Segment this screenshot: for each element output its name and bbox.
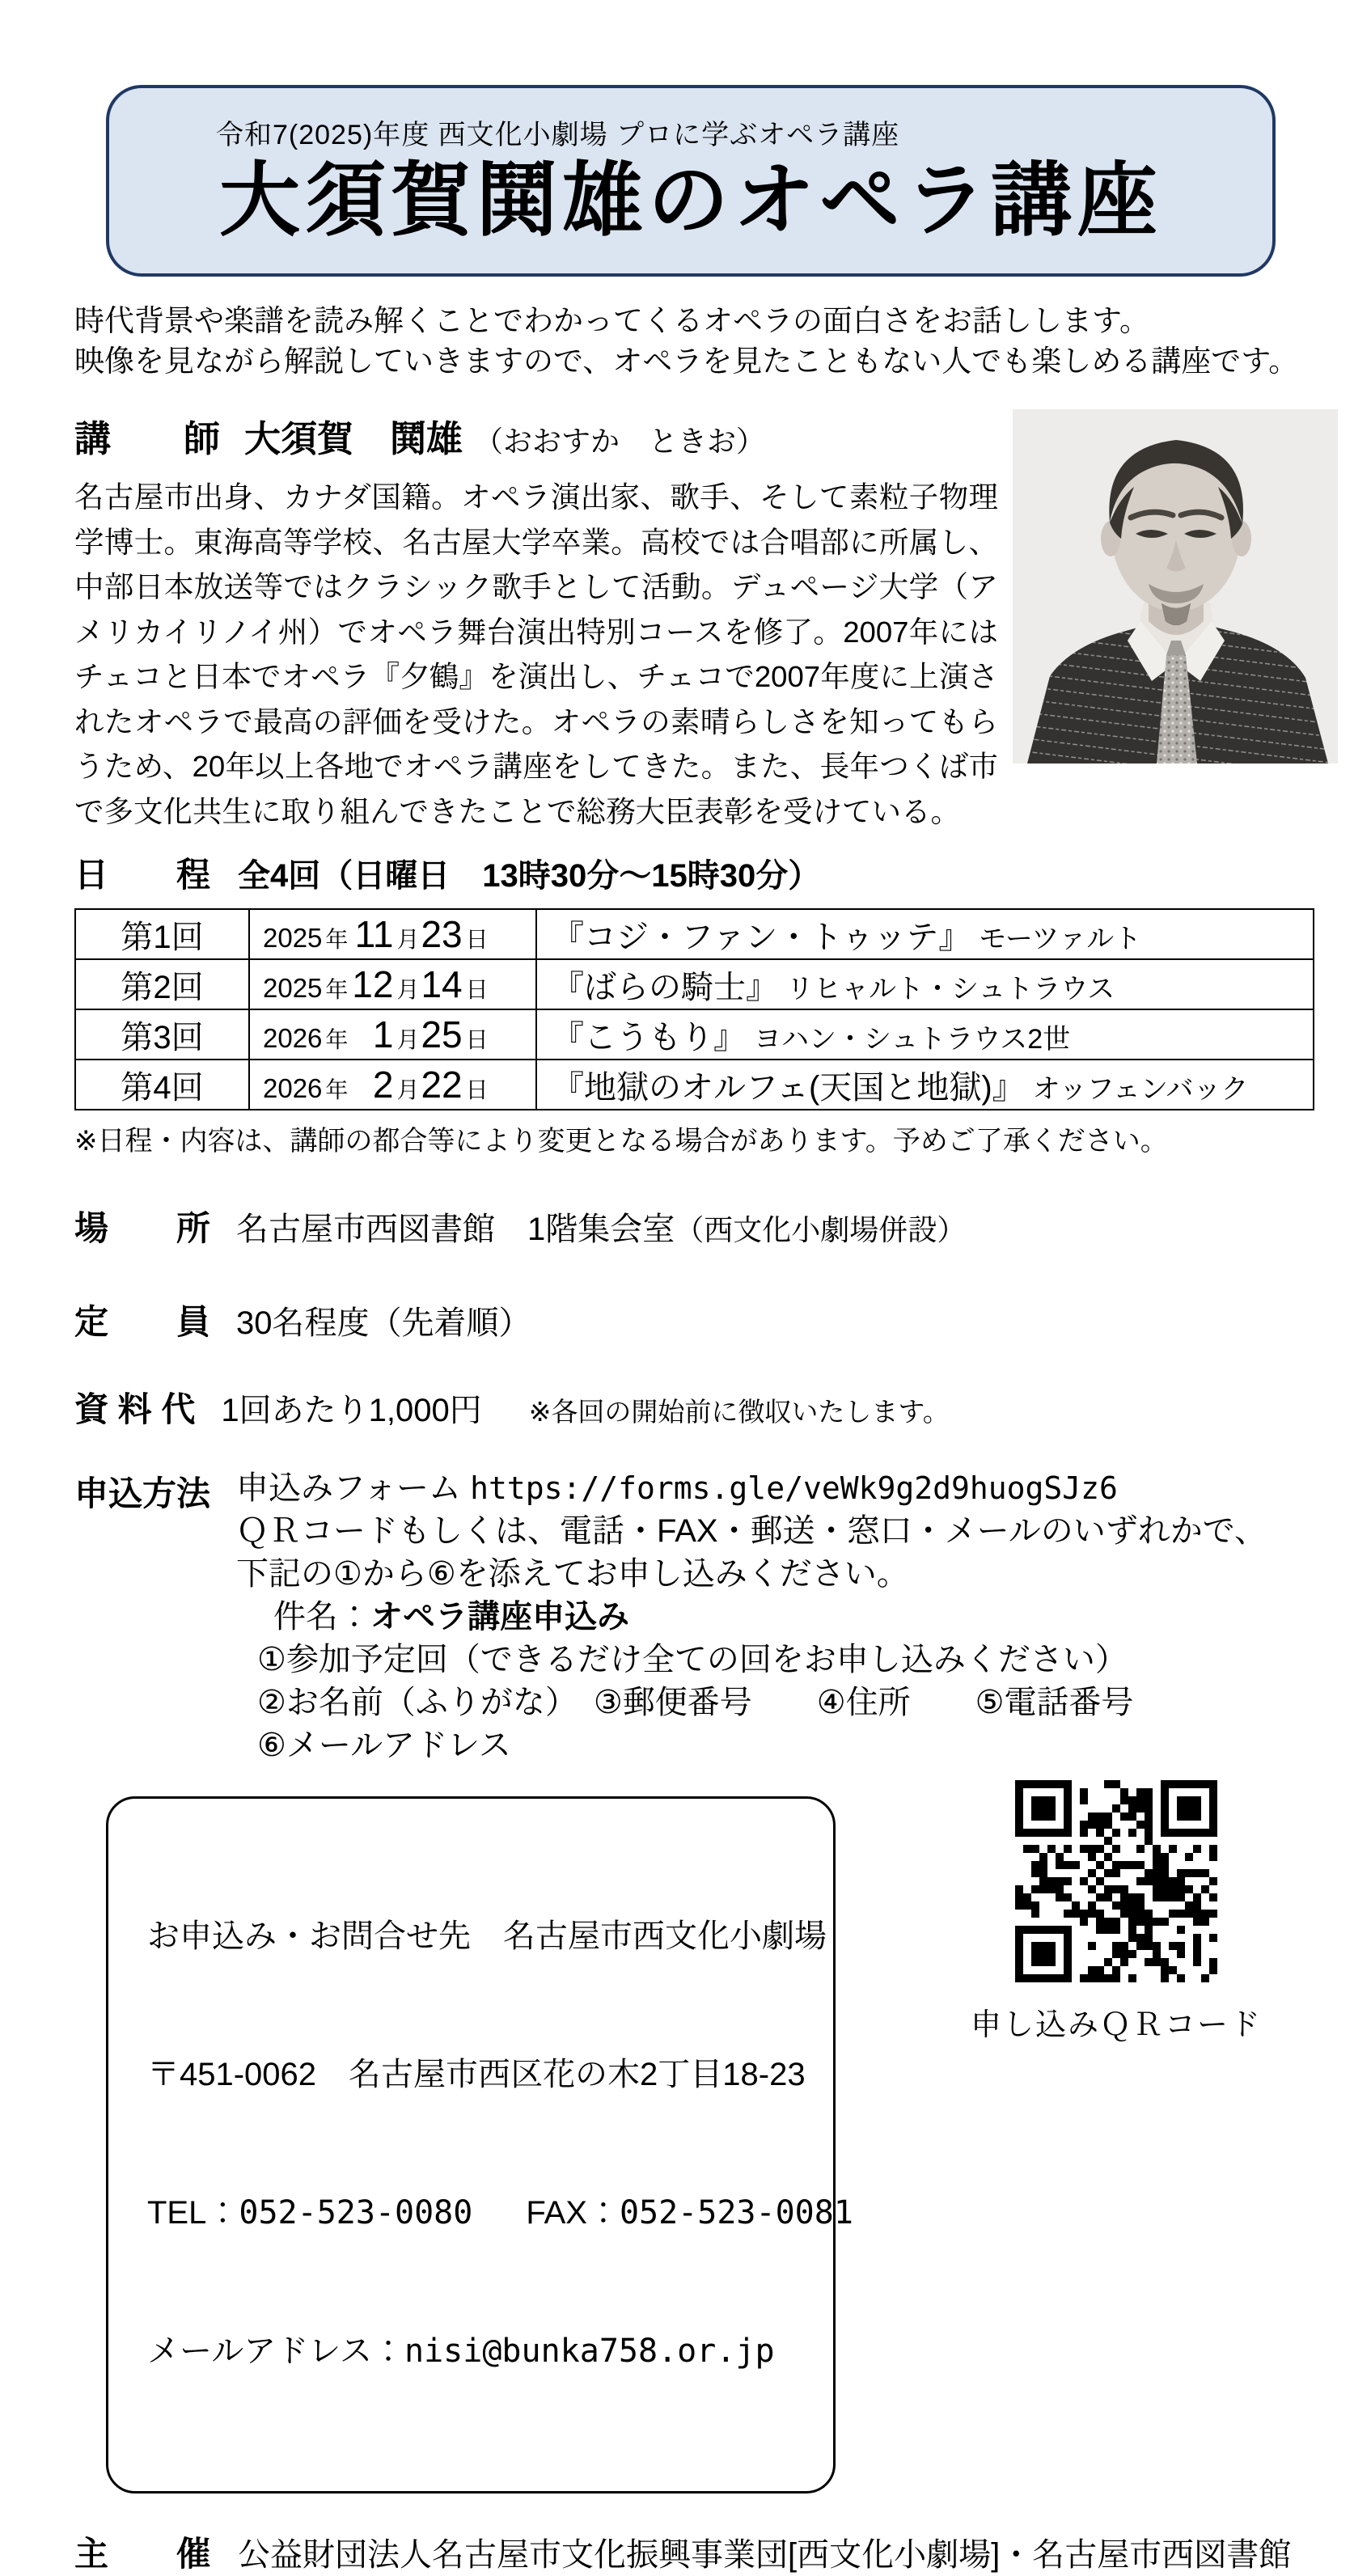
fee-note: ※各回の開始前に徴収いたします。 xyxy=(528,1397,950,1427)
contact-line-4: メールアドレス：nisi@bunka758.or.jp xyxy=(147,2333,775,2370)
schedule-heading-text: 全4回（日曜日 13時30分～15時30分） xyxy=(238,858,821,894)
schedule-table xyxy=(74,908,1314,1110)
organizer-label: 主 催 xyxy=(74,2535,211,2573)
lecturer-kana: （おおすか ときお） xyxy=(474,425,766,458)
place-value: 名古屋市西図書館 1階集会室（西文化小劇場併設） xyxy=(236,1212,967,1247)
session-title: 『ばらの騎士』 リヒャルト・シュトラウス xyxy=(536,959,1314,1009)
capacity-value: 30名程度（先着順） xyxy=(236,1305,531,1341)
session-date: 2026 年 1 月25 日 xyxy=(249,1009,536,1060)
apply-label: 申込方法 xyxy=(74,1474,211,1512)
table-row xyxy=(75,1009,1314,1060)
session-number: 第2回 xyxy=(75,959,249,1009)
session-date: 2026 年 2 月22 日 xyxy=(249,1060,536,1110)
table-row xyxy=(75,1060,1314,1110)
apply-item-2: ②お名前（ふりがな） ③郵便番号 ④住所 ⑤電話番号 xyxy=(257,1685,1134,1720)
session-number: 第4回 xyxy=(75,1060,249,1110)
intro-text xyxy=(74,301,1371,382)
tel-number: 052-523-0080 xyxy=(239,2194,473,2231)
lecturer-label: 講 師 xyxy=(74,418,221,459)
lecturer-photo xyxy=(1013,409,1338,763)
apply-line-2: ＱＲコードもしくは、電話・FAX・郵送・窓口・メールのいずれかで、 xyxy=(236,1513,1267,1549)
form-url: https://forms.gle/veWk9g2d9huogSJz6 xyxy=(470,1470,1118,1506)
table-row xyxy=(75,909,1314,959)
capacity-label: 定 員 xyxy=(74,1303,211,1341)
apply-subject: 件名：オペラ講座申込み xyxy=(273,1599,630,1635)
header-subtitle: 令和7(2025)年度 西文化小劇場 プロに学ぶオペラ講座 xyxy=(216,120,900,150)
fee-row xyxy=(74,1383,1371,1432)
session-title: 『コジ・ファン・トゥッテ』 モーツァルト xyxy=(536,909,1314,959)
schedule-heading xyxy=(74,848,1371,897)
bottom-row xyxy=(106,1796,1278,2494)
qr-caption: 申し込みＱＲコード xyxy=(970,2008,1262,2042)
email-address: nisi@bunka758.or.jp xyxy=(404,2333,775,2370)
lecturer-heading xyxy=(74,409,998,462)
capacity-row xyxy=(74,1296,1371,1344)
page xyxy=(0,85,1371,2573)
fax-number: 052-523-0081 xyxy=(619,2194,853,2231)
contact-box xyxy=(106,1796,853,2494)
qr-block xyxy=(954,1780,1278,2044)
intro-line-1: 時代背景や楽譜を読み解くことでわかってくるオペラの面白さをお話しします。 xyxy=(74,304,1150,337)
fee-value: 1回あたり1,000円 xyxy=(221,1393,482,1428)
apply-item-3: ⑥メールアドレス xyxy=(257,1728,511,1763)
fee-label: 資 料 代 xyxy=(74,1390,196,1428)
apply-line-3: 下記の①から⑥を添えてお申し込みください。 xyxy=(236,1556,909,1592)
lecturer-bio: 名古屋市出身、カナダ国籍。オペラ演出家、歌手、そして素粒子物理学博士。東海高等学校、名古屋大学卒業。高校では合唱部に所属し、中部日本放送等ではクラシック歌手として活動。デュページ大学（アメリカイリノイ州）でオペラ舞台演出特別コースを修了。2007年にはチェコと日本でオペラ『夕鶴』を演出し、チェコで2007年度に上演されたオペラで最高の評価を受けた。オペラの素晴らしさを知ってもらうため、20年以上各地でオペラ講座をしてきた。また、長年つくば市で多文化共生に取り組んできたことで総務大臣表彰を受けている。 xyxy=(74,480,998,828)
apply-item-1: ①参加予定回（できるだけ全ての回をお申し込みください） xyxy=(257,1642,1128,1677)
session-title: 『地獄のオルフェ(天国と地獄)』 オッフェンバック xyxy=(536,1060,1314,1110)
session-title: 『こうもり』 ヨハン・シュトラウス2世 xyxy=(536,1009,1314,1060)
schedule-label: 日 程 xyxy=(74,856,211,894)
session-date: 2025 年 11 月23 日 xyxy=(249,909,536,959)
page-title: 大須賀鬨雄のオペラ講座 xyxy=(219,155,1162,246)
apply-line-form: 申込みフォーム https://forms.gle/veWk9g2d9huogSJz6 xyxy=(236,1470,1118,1506)
table-row xyxy=(75,959,1314,1009)
organizer-row xyxy=(74,2527,1371,2576)
lecturer-section xyxy=(74,409,1371,834)
schedule-note: ※日程・内容は、講師の都合等により変更となる場合があります。予めご了承ください。 xyxy=(74,1126,1168,1157)
place-row xyxy=(74,1202,1371,1250)
organizer-value: 公益財団法人名古屋市文化振興事業団[西文化小劇場]・名古屋市西図書館 xyxy=(238,2537,1292,2573)
lecturer-name: 大須賀 鬨雄 xyxy=(244,418,463,459)
contact-line-1: お申込み・お問合せ先 名古屋市西文化小劇場 xyxy=(147,1918,827,1954)
apply-content xyxy=(236,1467,1267,1767)
contact-line-3: TEL：052-523-0080 FAX：052-523-0081 xyxy=(147,2194,853,2231)
apply-section xyxy=(74,1467,1371,1767)
qr-code xyxy=(1015,1780,1217,1982)
intro-line-2: 映像を見ながら解説していきますので、オペラを見たこともない人でも楽しめる講座です。 xyxy=(74,345,1299,378)
session-number: 第3回 xyxy=(75,1009,249,1060)
session-date: 2025 年 12 月14 日 xyxy=(249,959,536,1009)
contact-line-2: 〒451-0062 名古屋市西区花の木2丁目18-23 xyxy=(147,2057,806,2092)
header-box xyxy=(106,85,1276,277)
place-label: 場 所 xyxy=(74,1209,211,1247)
session-number: 第1回 xyxy=(75,909,249,959)
